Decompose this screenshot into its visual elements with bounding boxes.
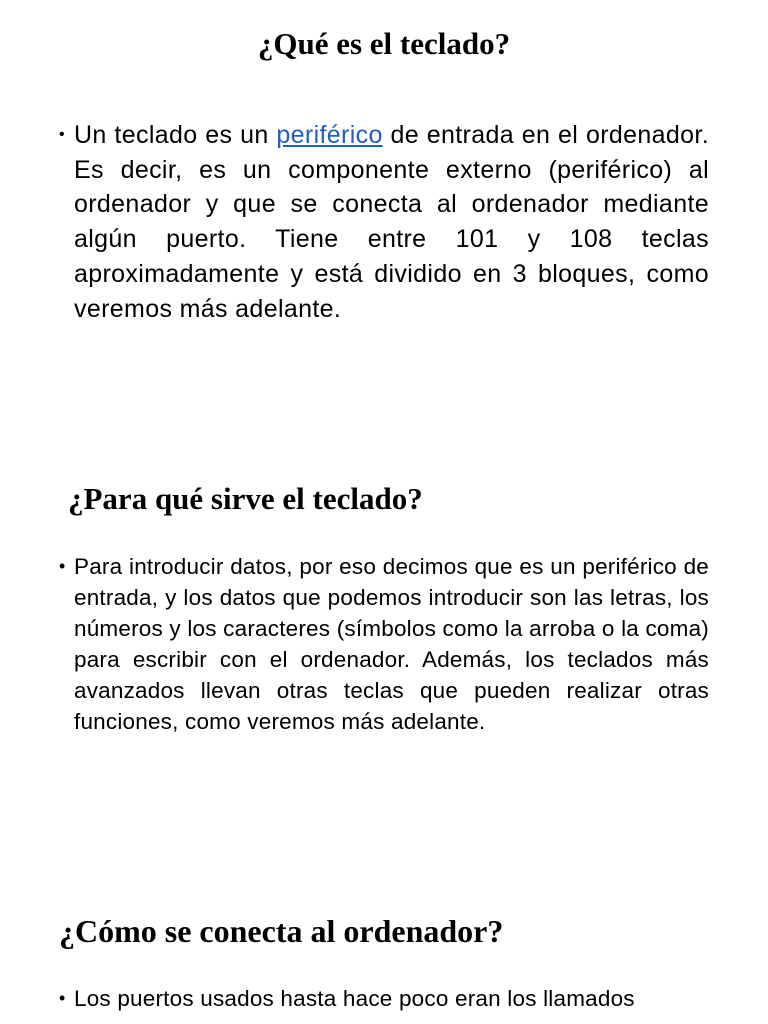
bullet-paragraph-para-que-sirve <box>59 551 709 737</box>
bullet-marker: • <box>59 126 65 143</box>
bullet-paragraph-como-se-conecta <box>59 983 709 1014</box>
bullet-text-end: de entrada en el ordenador. Es decir, es un componente externo (periférico) al ordenador y que se conecta al ordenador mediante algún puerto. Tiene entre 101 y 108 teclas aproximadamente y está dividido en 3 bloques, como veremos más adelante. <box>74 121 709 323</box>
bullet-text: Para introducir datos, por eso decimos que es un periférico de entrada, y los datos que podemos introducir son las letras, los números y los caracteres (símbolos como la arroba o la coma) para escribir con el ordenador. Además, los teclados más avanzados llevan otras teclas que pueden realizar otras funciones, como veremos más adelante. <box>74 554 709 734</box>
bullet-paragraph-que-es <box>59 118 709 326</box>
bullet-text: Los puertos usados hasta hace poco eran los llamados <box>74 986 635 1011</box>
bullet-marker: • <box>59 556 66 576</box>
section-title-que-es: ¿Qué es el teclado? <box>257 26 511 61</box>
section-title-como-se-conecta: ¿Cómo se conecta al ordenador? <box>59 913 504 949</box>
section-title-para-que-sirve: ¿Para qué sirve el teclado? <box>68 481 423 516</box>
bullet-text-start: Un teclado es un <box>74 121 277 149</box>
periferico-link[interactable]: periférico <box>276 121 383 149</box>
bullet-marker: • <box>59 988 66 1008</box>
